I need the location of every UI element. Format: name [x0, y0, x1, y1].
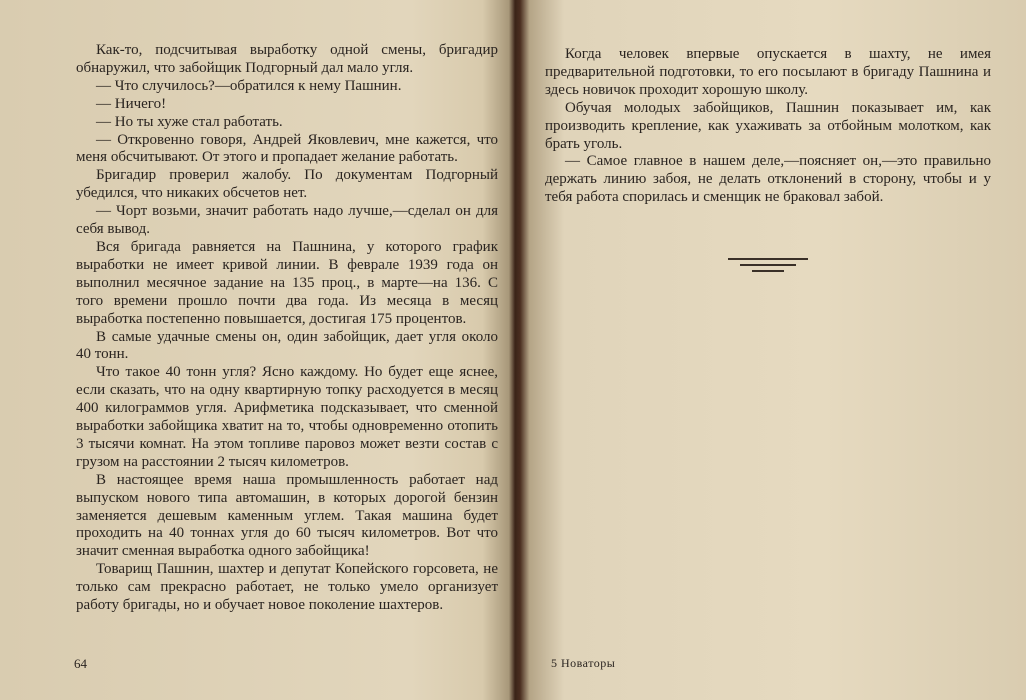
- right-page: [545, 0, 991, 700]
- left-paragraph-7: — Чорт возьми, значит работать надо лучше,—сделал он для себя вывод.: [76, 203, 498, 238]
- left-paragraph-1: Как-то, подсчитывая выработку одной смены, бригадир обнаружил, что забойщик Подгорный дал мало угля.: [76, 42, 498, 76]
- left-paragraph-9: В самые удачные смены он, один забойщик, дает угля около 40 тонн.: [76, 328, 498, 363]
- left-paragraph-3: — Ничего!: [96, 95, 167, 112]
- left-paragraph-6: Бригадир проверил жалобу. По документам Подгорный убедился, что никаких обсчетов нет.: [76, 167, 498, 202]
- ornament-line-middle: [740, 264, 796, 266]
- left-paragraph-11: В настоящее время наша промышленность работает над выпуском нового типа автомашин, в которых дорогой бензин заменяется дешевым каменным углем. Такая машина будет проходить на 40 тоннах угля до 60 тысяч километров. Вот что значит сменная выработка одного забойщика!: [76, 471, 498, 560]
- section-end-ornament: [728, 258, 808, 274]
- left-paragraph-12: Товарищ Пашнин, шахтер и депутат Копейского горсовета, не только сам прекрасно работает, не только умело организует работу бригады, но и обучает новое поколение шахтеров.: [76, 561, 498, 614]
- ornament-line-top: [728, 258, 808, 260]
- left-paragraph-5: — Откровенно говоря, Андрей Яковлевич, мне кажется, что меня обсчитывают. От этого и пропадает желание работать.: [76, 131, 498, 166]
- right-paragraph-3: — Самое главное в нашем деле,—поясняет он,—это правильно держать линию забоя, не делать отклонений в сторону, чтобы и у тебя работа спорилась и сменщик не браковал забой.: [545, 153, 991, 206]
- left-paragraph-4: — Но ты хуже стал работать.: [96, 113, 283, 130]
- left-paragraph-10: Что такое 40 тонн угля? Ясно каждому. Но будет еще яснее, если сказать, что на одну квартирную топку расходуется в месяц 400 килограммов угля. Арифметика подсказывает, что сменной выработки забойщика хватит на то, чтобы одновременно отопить 3 тысячи комнат. На этом топливе паровоз может везти состав с грузом на расстоянии 2 тысяч километров.: [76, 364, 498, 470]
- right-paragraph-1: Когда человек впервые опускается в шахту, не имея предварительной подготовки, то его посылают в бригаду Пашнина и здесь новичок проходит хорошую школу.: [545, 46, 991, 98]
- left-page: [76, 0, 498, 700]
- ornament-line-bottom: [752, 270, 784, 272]
- left-paragraph-8: Вся бригада равняется на Пашнина, у которого график выработки не имеет кривой линии. В феврале 1939 года он выполнил месячное задание на 135 проц., в марте—на 136. С того времени прошло почти два года. Из месяца в месяц выработка постепенно повышается, достигая 175 процентов.: [76, 238, 498, 327]
- signature-mark: 5 Новаторы: [551, 656, 616, 670]
- left-paragraph-2: — Что случилось?—обратился к нему Пашнин.: [96, 77, 402, 94]
- right-paragraph-2: Обучая молодых забойщиков, Пашнин показывает им, как производить крепление, как ухаживать за отбойным молотком, как брать уголь.: [545, 99, 991, 152]
- page-number: 64: [74, 656, 87, 671]
